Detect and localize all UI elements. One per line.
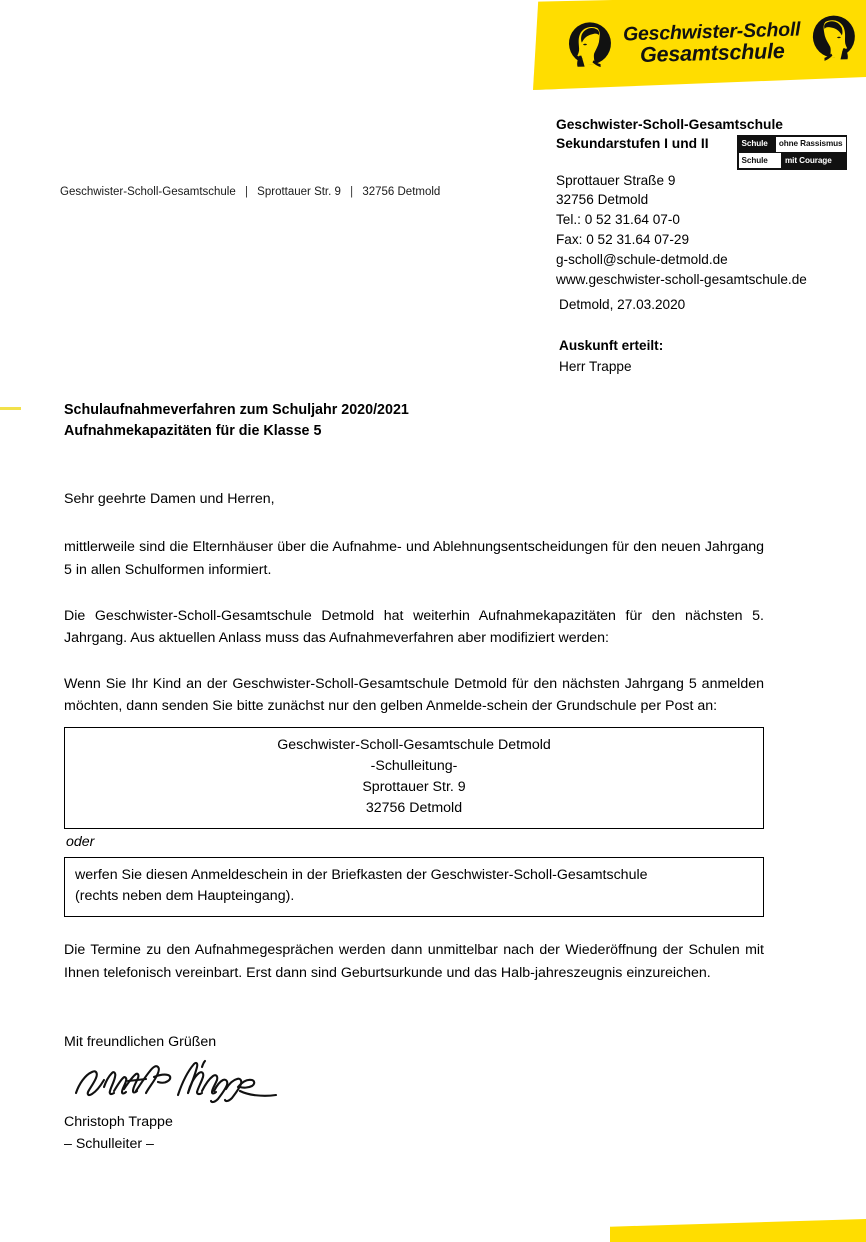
signer-name: Christoph Trappe xyxy=(64,1113,173,1130)
sender-separator-1: | xyxy=(244,186,248,198)
alternative-line-2: (rechts neben dem Haupteingang). xyxy=(75,888,295,905)
contact-person-name: Herr Trappe xyxy=(559,358,632,374)
contact-phone: Tel.: 0 52 31.64 07-0 xyxy=(556,212,680,228)
letter-body xyxy=(64,400,764,1155)
contact-fax: Fax: 0 52 31.64 07-29 xyxy=(556,232,690,248)
contact-street: Sprottauer Straße 9 xyxy=(556,172,676,188)
closing-block xyxy=(64,1032,764,1155)
closing-greeting: Mit freundlichen Grüßen xyxy=(64,1033,217,1050)
address-line-2: -Schulleitung- xyxy=(370,758,458,775)
subject-heading xyxy=(64,400,764,442)
badge-bottom-right: mit Courage xyxy=(782,153,846,168)
contact-details xyxy=(556,171,856,290)
sophie-scholl-portrait xyxy=(810,11,858,68)
logo-line-1: Geschwister-Scholl xyxy=(622,18,801,46)
salutation: Sehr geehrte Damen und Herren, xyxy=(64,491,275,508)
sender-part-1: Geschwister-Scholl-Gesamtschule xyxy=(60,186,236,198)
alternative-line-1: werfen Sie diesen Anmeldeschein in der Briefkasten der Geschwister-Scholl-Gesamtschule xyxy=(75,867,648,884)
sender-separator-2: | xyxy=(350,186,354,198)
paragraph-2: Die Geschwister-Scholl-Gesamtschule Detmold hat weiterhin Aufnahmekapazitäten für den nächsten 5. Jahrgang. Aus aktuellen Anlass muss das Aufnahmeverfahren aber modifiziert werden: xyxy=(64,607,764,646)
sender-part-2: Sprottauer Str. 9 xyxy=(257,186,341,198)
school-info-block xyxy=(556,116,856,377)
paragraph-1: mittlerweile sind die Elternhäuser über die Aufnahme- und Ablehnungsentscheidungen für den neuen Jahrgang 5 in allen Schulformen informiert. xyxy=(64,539,764,578)
paragraph-3: Wenn Sie Ihr Kind an der Geschwister-Scholl-Gesamtschule Detmold für den nächsten Jahrgang 5 anmelden möchten, dann senden Sie bitte zunächst nur den gelben Anmelde-schein der Grundschule per Post an: xyxy=(64,676,764,715)
badge-top-right: ohne Rassismus xyxy=(776,137,846,152)
sender-address-line xyxy=(60,186,440,198)
school-name-heading xyxy=(556,116,856,165)
logo-text xyxy=(612,19,811,67)
contact-email[interactable]: g-scholl@schule-detmold.de xyxy=(556,252,728,268)
postal-address-box xyxy=(64,727,764,829)
school-name: Geschwister-Scholl-Gesamtschule xyxy=(556,117,783,132)
school-level: Sekundarstufen I und II xyxy=(556,135,709,151)
school-logo xyxy=(566,6,858,80)
letter-date: Detmold, 27.03.2020 xyxy=(559,296,686,312)
badge-bottom-left: Schule xyxy=(739,153,781,168)
fold-mark xyxy=(0,407,21,410)
sender-part-3: 32756 Detmold xyxy=(362,186,441,198)
footer-yellow-banner xyxy=(610,1192,866,1242)
contact-person-block xyxy=(556,336,856,377)
subject-line-1: Schulaufnahmeverfahren zum Schuljahr 2020/2021 xyxy=(64,402,409,418)
handwritten-signature xyxy=(66,1055,298,1107)
address-line-3: Sprottauer Str. 9 xyxy=(362,779,466,796)
paragraph-4: Die Termine zu den Aufnahmegesprächen werden dann unmittelbar nach der Wiederöffnung der Schulen mit Ihnen telefonisch vereinbart. Erst dann sind Geburtsurkunde und das Halb-jahreszeugnis einzureichen. xyxy=(64,942,764,981)
schule-ohne-rassismus-badge xyxy=(737,135,847,170)
logo-line-2: Gesamtschule xyxy=(639,38,785,67)
oder-connector: oder xyxy=(66,834,95,851)
contact-city: 32756 Detmold xyxy=(556,192,649,208)
address-line-1: Geschwister-Scholl-Gesamtschule Detmold xyxy=(277,737,551,754)
badge-row-top xyxy=(739,137,846,152)
badge-top-left: Schule xyxy=(739,137,775,152)
address-line-4: 32756 Detmold xyxy=(365,800,463,817)
subject-line-2: Aufnahmekapazitäten für die Klasse 5 xyxy=(64,423,322,440)
hans-scholl-portrait xyxy=(566,18,614,75)
badge-row-bottom xyxy=(739,153,846,168)
alternative-dropoff-box xyxy=(64,857,764,917)
contact-website[interactable]: www.geschwister-scholl-gesamtschule.de xyxy=(556,272,807,288)
signer-role: – Schulleiter – xyxy=(64,1135,154,1152)
contact-person-label: Auskunft erteilt: xyxy=(559,338,664,354)
